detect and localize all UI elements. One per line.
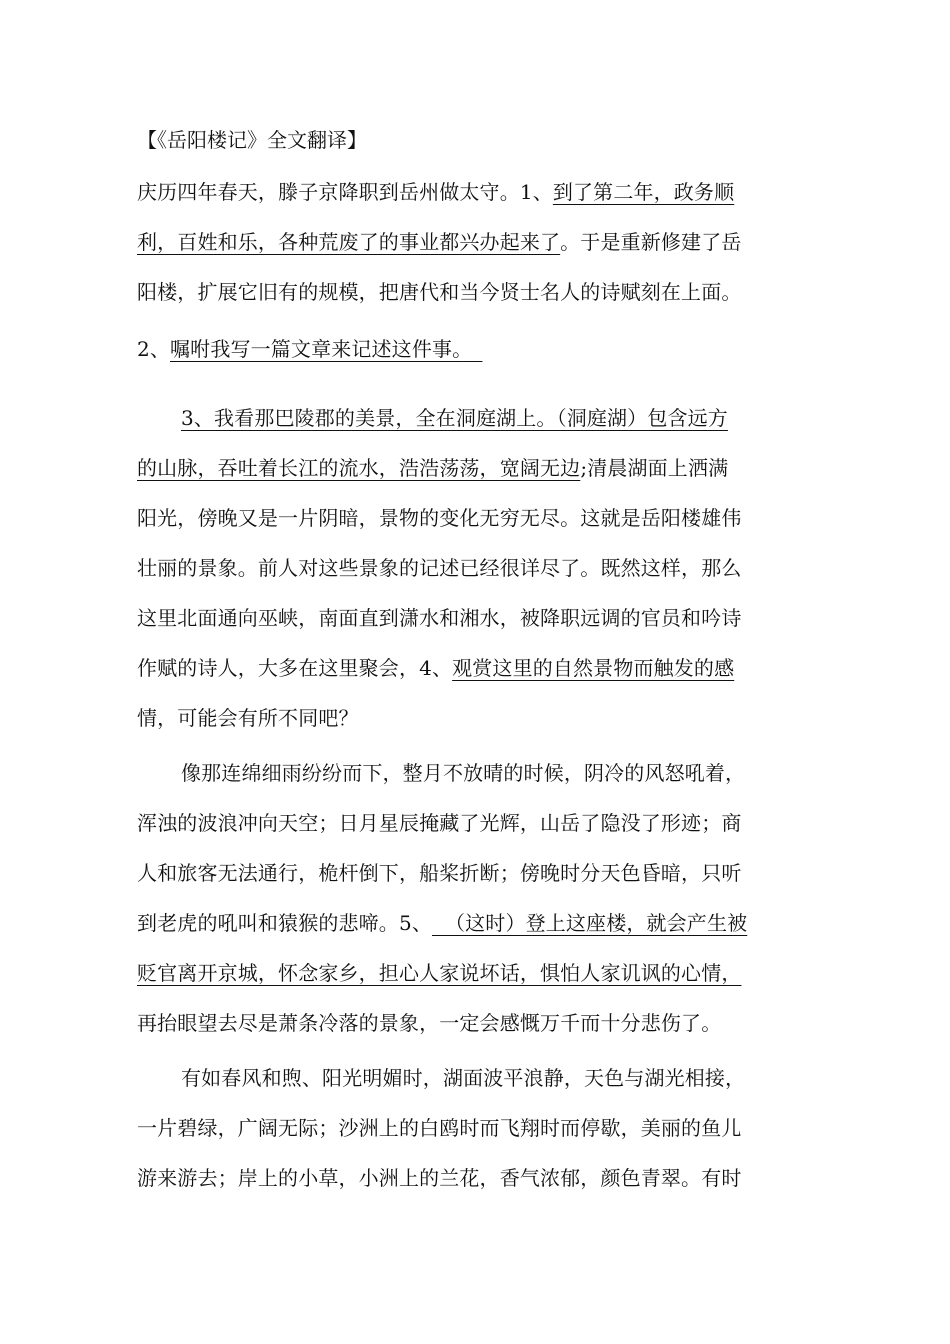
underlined-answer-1-cont: 利，百姓和乐，各种荒废了的事业都兴办起来了 [137, 230, 561, 254]
paragraph-4-line-4 [137, 907, 827, 939]
paragraph-5-line-3: 游来游去；岸上的小草，小洲上的兰花，香气浓郁，颜色青翠。有时 [137, 1166, 742, 1190]
underline-tail [462, 337, 482, 361]
underlined-answer-3-cont: 的山脉，吞吐着长江的流水，浩浩荡荡，宽阔无边 [137, 456, 581, 480]
paragraph-3-line-4: 壮丽的景象。前人对这些景象的记述已经很详尽了。既然这样，那么 [137, 556, 742, 580]
underlined-answer-3: 3、我看那巴陵郡的美景，全在洞庭湖上。（洞庭湖）包含远方 [181, 406, 728, 430]
underlined-answer-5: （这时）登上这座楼，就会产生被 [445, 911, 748, 935]
paragraph-3-line-1 [137, 402, 827, 434]
answer-2-number: 2、 [137, 337, 171, 361]
text-run: ;清晨湖面上洒满 [580, 456, 729, 480]
paragraph-4-line-1: 像那连绵细雨纷纷而下，整月不放晴的时候，阴冷的风怒吼着， [181, 761, 746, 785]
text-run: 庆历四年春天，滕子京降职到岳州做太守。1、 [137, 180, 553, 204]
underlined-answer-2: 嘱咐我写一篇文章来记述这件事。 [170, 337, 463, 361]
text-run: 。于是重新修建了岳 [560, 230, 742, 254]
paragraph-4-line-2: 浑浊的波浪冲向天空；日月星辰掩藏了光辉，山岳了隐没了形迹；商 [137, 811, 742, 835]
underlined-answer-1: 到了第二年，政务顺 [552, 180, 735, 204]
paragraph-1-line-1 [137, 176, 827, 208]
paragraph-3-line-7: 情，可能会有所不同吧？ [137, 706, 359, 730]
underline-lead [432, 911, 445, 935]
underlined-answer-4: 观赏这里的自然景物而触发的感 [452, 656, 735, 680]
paragraph-1-line-2 [137, 226, 827, 258]
paragraph-3-line-3: 阳光，傍晚又是一片阴暗，景物的变化无穷无尽。这就是岳阳楼雄伟 [137, 506, 742, 530]
paragraph-2 [137, 333, 827, 365]
paragraph-4-line-5 [137, 957, 827, 989]
paragraph-5-line-2: 一片碧绿，广阔无际；沙洲上的白鸥时而飞翔时而停歇，美丽的鱼儿 [137, 1116, 742, 1140]
paragraph-3-line-2 [137, 452, 827, 484]
underlined-answer-5-cont: 贬官离开京城，怀念家乡，担心人家说坏话，惧怕人家讥讽的心情， [137, 961, 742, 985]
paragraph-4-line-3: 人和旅客无法通行，桅杆倒下，船桨折断；傍晚时分天色昏暗，只听 [137, 861, 742, 885]
text-run: 到老虎的吼叫和猿猴的悲啼。5、 [137, 911, 432, 935]
paragraph-3-line-6 [137, 652, 827, 684]
document-title: 【《岳阳楼记》全文翻译】 [137, 128, 367, 152]
paragraph-4-line-6: 再抬眼望去尽是萧条冷落的景象，一定会感慨万千而十分悲伤了。 [137, 1011, 722, 1035]
text-run: 作赋的诗人，大多在这里聚会，4、 [137, 656, 453, 680]
paragraph-5-line-1: 有如春风和煦、阳光明媚时，湖面波平浪静，天色与湖光相接， [181, 1066, 746, 1090]
paragraph-1-line-3: 阳楼，扩展它旧有的规模，把唐代和当今贤士名人的诗赋刻在上面。 [137, 280, 742, 304]
paragraph-3-line-5: 这里北面通向巫峡，南面直到潇水和湘水，被降职远调的官员和吟诗 [137, 606, 742, 630]
